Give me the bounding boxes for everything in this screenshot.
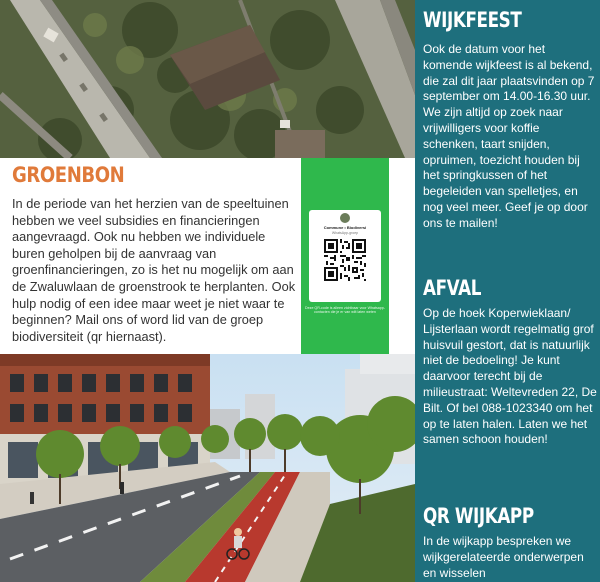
qr-group-subtitle: WhatsApp-groep <box>331 231 359 235</box>
qr-caption: Deze QR-code is alleen zichtbaar voor Whatsapp-contacten die je er van wilt laten weten <box>305 306 385 315</box>
groenbon-text: In de periode van het herzien van de speeltuinen hebben we veel subsidies en financieringen aangevraagd. Ook nu hebben we individuele buren geholpen bij de aanvraag van groenfinancieringen, zo is het nu mogelijk om aan de Zwaluwlaan de groenstrook te herplanten. Ook hulp nodig of een idee maar weet je niet waar te beginnen? Mail ons of word lid van de groep biodiversiteit (qr hiernaast). <box>12 196 296 344</box>
qr-wijkapp-heading: QR WIJKAPP <box>423 504 534 528</box>
right-column <box>415 0 600 582</box>
aerial-photo-illustration <box>0 0 415 158</box>
afval-text: Op de hoek Koperwieklaan/ Lijsterlaan wordt regelmatig grof huisvuil gestort, dat is natuurlijk niet de bedoeling! Je kunt daarvoor terecht bij de milieustraat: Weltevreden 22, De Bilt. Of bel 088-1023340 om het op te laten halen. Laten we het samen schoon houden! <box>423 306 597 447</box>
qr-wijkapp-text: In de wijkapp bespreken we wijkgerelateerde onderwerpen en wisselen <box>423 534 584 580</box>
qr-panel <box>301 158 389 354</box>
scan-strip <box>390 158 415 354</box>
street-render-illustration <box>0 354 415 582</box>
qr-code-icon[interactable] <box>324 239 366 281</box>
group-avatar <box>340 213 350 223</box>
wijkfeest-heading: WIJKFEEST <box>423 8 522 32</box>
afval-heading: AFVAL <box>423 276 482 300</box>
aerial-photo <box>0 0 415 158</box>
groenbon-section <box>0 158 415 354</box>
groenbon-heading: GROENBON <box>12 163 125 187</box>
qr-group-name: Commune • Biodiversi <box>323 225 367 230</box>
wijkfeest-text: Ook de datum voor het komende wijkfeest is al bekend, die zal dit jaar plaatsvinden op 7 september om 14.00-16.30 uur. We zijn altijd op zoek naar vrijwilligers voor koffie schenken, taart snijden, opruimen, toezicht houden bij het springkussen of het begeleiden van spelletjes, en nog veel meer. Geef je op door ons te mailen! <box>423 42 595 230</box>
street-render-photo <box>0 354 415 582</box>
whatsapp-qr-card[interactable] <box>309 210 381 302</box>
